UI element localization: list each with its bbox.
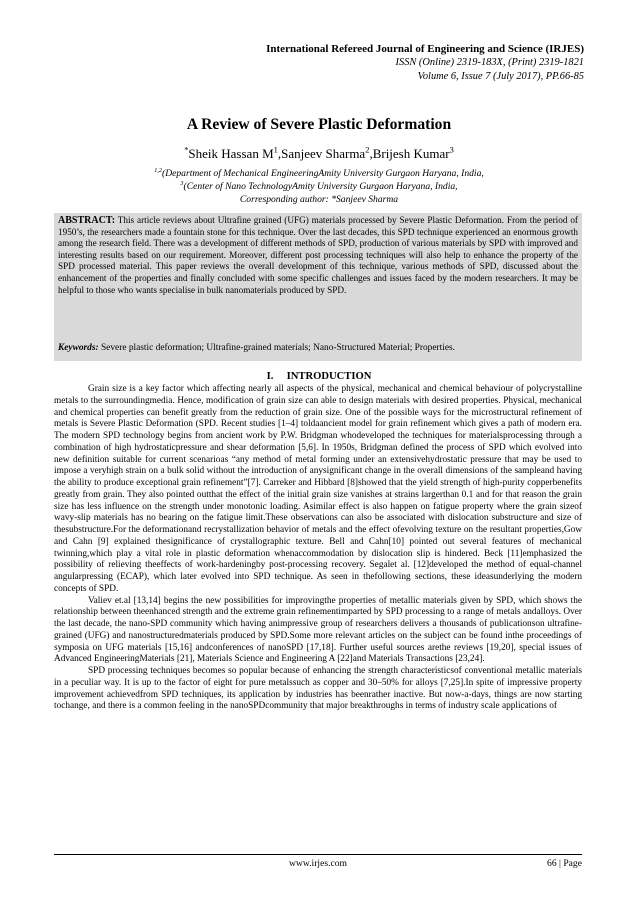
author-name: Brijesh Kumar: [372, 146, 450, 161]
author-list: *Sheik Hassan $M^1,Sanjeev$ Sharma$^2$,Brijesh Kumar$^3$: [184, 144, 454, 161]
keywords-text: Severe plastic deformation; Ultrafine-grained materials; Nano-Structured Material; Properties.: [100, 343, 456, 353]
abstract-text: This article reviews about Ultrafine grained (UFG) materials processed by Severe Plastic Deformation. From the period of 1950’s, the researchers made a fountain stone for this technique. Over the last decades, this SPD technique experienced an enormous growth among the research field. There was a development of different methods of SPD, production of various materials by SPD with improved and interesting results based on our requirement. Moreover, different post processing techniques will also help to enhance the property of the SPD processed material. This paper reviews the overall development of this technique, various methods of SPD, discussed about the enhancement of the properties and finally concluded with some specific challenges and issues faced by the modern researchers. It may be helpful to those who wants specialise in bulk nanomaterials produced by SPD.: [58, 215, 578, 295]
paragraph: Valiev et.al [13,14] begins the new possibilities for improvingthe properties of metallic materials given by SPD, which shows the relationship between theenhanced strength and the extreme grain refinementimparted by SPD processing to a range of metals andalloys. Over the last decade, the nano-SPD community which having animpressive group of researchers delivers a thousands of publicationson ultrafine-grained (UFG) and nanostructuredmaterials produced by SPD.Some more relevant articles on the subject can be found inthe proceedings of symposia on UFG materials [15,16] andconferences of nanoSPD [17,18]. Further useful sources arethe reviews [19,20], special issues of Advanced EngineeringMaterials [21], Materials Science and Engineering A [22]and Materials Transactions [23,24].: [54, 595, 582, 665]
author-name: Sanjeev Sharma: [281, 146, 366, 161]
affiliation-2: $^3$(Center of Nano TechnologyAmity University Gurgaon Haryana, India,: [180, 179, 458, 192]
journal-issn: ISSN (Online) 2319-183X, (Print) 2319-1821: [395, 57, 584, 68]
footer-rule: [54, 854, 582, 855]
author-name: Sheik Hassan M: [188, 146, 274, 161]
section-heading: [0, 371, 638, 382]
paragraph: SPD processing techniques becomes so popular because of enhancing the strength characteristicsof conventional metallic materials in a peculiar way. It is up to the factor of eight for pure metalssuch as copper and 30–50% for alloys [7,25].In spite of impressive property improvement achievedfrom SPD techniques, its application by industries has beenrather inactive. But now-a-days, things are now starting tochange, and there is a common feeling in the nanoSPDcommunity that major breakthroughs in terms of industry scale applications of: [54, 666, 582, 712]
footer-url: www.irjes.com: [289, 858, 347, 869]
page-number: 66 | Page: [547, 858, 582, 869]
paragraph: Grain size is a key factor which affecting nearly all aspects of the physical, mechanical and chemical behaviour of polycrystalline metals to the surroundingmedia. Hence, modification of grain size can able to design materials with desired properties. Physical, mechanical and chemical properties can benefit greatly from the reduction of grain size. One of the possible ways for the microstructural refinement of metals is Severe Plastic Deformation (SPD. Recent studies [1–4] toldaancient model for grain refinement which gives a path of modern era. The modern SPD technology begins from ancient work by P.W. Bridgman whodeveloped the techniques for materialsprocessing through a combination of high hydrostaticpressure and shear deformation [5,6]. In 1950s, Bridgman defined the process of SPD which evolved into new definition suitable for current scenarioas “any method of metal forming under an extensivehydrostatic pressure that may be used to impose a veryhigh strain on a bulk solid without the introduction of anysignificant change in the overall dimensions of the sampleand having the ability to produce exceptional grain refinement”[7]. Carreker and Hibbard [8]showed that the yield strength of high-purity copperbenefits greatly from grain. They also pointed outthat the effect of the initial grain size vanishes at strains largerthan 0.1 and for that reason the grain size has less influence on the strength under monotonic loading. Asimilar effect is also happen on fatigue property where the grain sizeof wavy-slip materials has no bearing on the fatigue limit.These observations can also be associated with dislocation substructure and size of thesubstructure.For the deformationand recrystallization behavior of metals and the effect ofevolving texture on the resultant properties,Gow and Cahn [9] explained thesignificance of crystallographic texture. Bell and Cahn[10] pointed out several features of mechanical twinning,which play a vital role in plastic deformation whenaccommodation by dislocation slip is hindered. Beck [11]emphasized the possibility of relieving theeffects of work-hardeningby post-processing recovery. Segalet al. [12]developed the method of equal-channel angularpressing (ECAP), which later evolved into SPD technique. As seen in thefollowing sections, these ideasunderlying the modern concepts of SPD.: [54, 384, 582, 594]
section-number: I.: [266, 371, 274, 382]
abstract-label: ABSTRACT:: [58, 215, 116, 226]
journal-name: International Refereed Journal of Engineering and Science (IRJES): [266, 43, 584, 55]
body-text: [54, 384, 582, 713]
journal-volume: Volume 6, Issue 7 (July 2017), PP.66-85: [417, 71, 584, 82]
keywords-box: Keywords: Severe plastic deformation; Ultrafine-grained materials; Nano-Structured Material; Properties.: [54, 337, 582, 361]
section-title-text: INTRODUCTION: [286, 371, 372, 382]
paper-title: A Review of Severe Plastic Deformation: [186, 116, 452, 133]
corresponding-author: Corresponding author: *Sanjeev Sharma: [239, 194, 399, 205]
abstract-box: [54, 213, 582, 337]
keywords-label: Keywords: [58, 343, 96, 353]
affiliation-1: $^{1,2}$(Department of Mechanical EngineeringAmity University Gurgaon Haryana, India,: [154, 166, 484, 179]
